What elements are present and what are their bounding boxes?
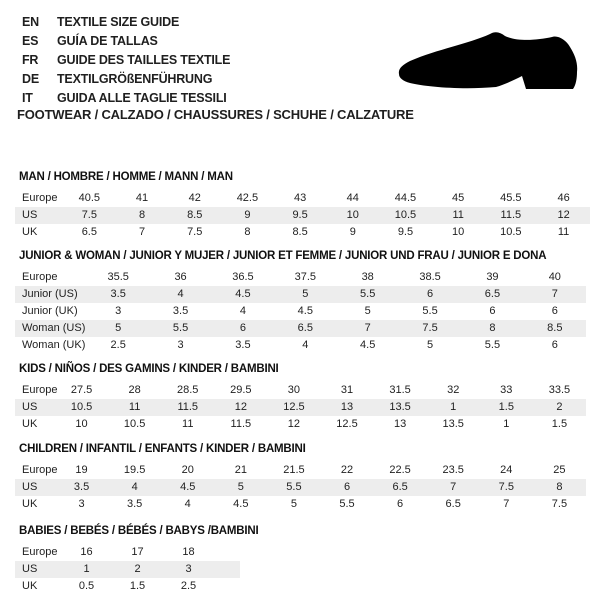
size-value: 6 [427, 288, 434, 300]
size-value: 38 [361, 271, 374, 283]
size-value: 5.5 [339, 498, 355, 510]
size-value: 7.5 [498, 481, 514, 493]
size-value: 4.5 [233, 498, 249, 510]
size-value: 5.5 [422, 305, 438, 317]
size-value: 45.5 [500, 192, 522, 204]
row-label: US [22, 401, 38, 413]
row-label: Woman (US) [22, 322, 86, 334]
size-value: 7 [364, 322, 371, 334]
size-value: 7.5 [187, 226, 203, 238]
size-value: 6 [239, 322, 246, 334]
size-value: 8.5 [187, 209, 203, 221]
language-title: GUÍA DE TALLAS [57, 33, 158, 48]
language-row [22, 88, 230, 107]
language-code: ES [22, 33, 39, 48]
section-title: JUNIOR & WOMAN / JUNIOR Y MUJER / JUNIOR ET FEMME / JUNIOR UND FRAU / JUNIOR E DONA [19, 250, 547, 262]
size-value: 7 [138, 226, 146, 238]
size-value: 12 [234, 401, 247, 413]
size-value: 5.5 [484, 339, 501, 351]
size-row [15, 399, 586, 416]
filler-cell [214, 561, 240, 578]
size-value: 10.5 [500, 226, 522, 238]
size-row [15, 337, 586, 354]
section-children [15, 443, 586, 513]
size-value: 12.5 [283, 401, 305, 413]
size-value: 6.5 [297, 322, 313, 334]
size-value: 7 [450, 481, 457, 493]
size-value: 4.5 [297, 305, 313, 317]
size-value: 5 [115, 322, 122, 334]
row-label: UK [22, 226, 38, 238]
row-label: Junior (US) [22, 288, 78, 300]
size-value: 6.5 [484, 288, 501, 300]
size-value: 38.5 [419, 271, 441, 283]
size-value: 23.5 [442, 464, 464, 476]
row-label: Europe [22, 271, 58, 283]
size-value: 8 [244, 226, 251, 238]
size-table [15, 544, 240, 595]
size-row [15, 224, 590, 241]
size-value: 3.5 [235, 339, 251, 351]
size-row [15, 320, 586, 337]
size-value: 3.5 [110, 288, 126, 300]
size-value: 1.5 [551, 418, 568, 430]
size-row [15, 496, 586, 513]
size-value: 11 [557, 226, 570, 238]
language-title: GUIDE DES TAILLES TEXTILE [57, 52, 231, 67]
filler-cell [214, 544, 240, 561]
size-value: 4 [239, 305, 246, 317]
size-value: 1.5 [129, 580, 146, 592]
size-table [15, 269, 586, 354]
size-value: 45 [452, 192, 465, 204]
language-code: EN [22, 14, 39, 29]
size-value: 6.5 [445, 498, 461, 510]
size-value: 28 [128, 384, 141, 396]
size-value: 27.5 [70, 384, 93, 396]
size-value: 46 [557, 192, 570, 204]
size-value: 43 [293, 192, 307, 204]
size-value: 3 [185, 563, 192, 575]
size-value: 4.5 [360, 339, 376, 351]
size-value: 13.5 [442, 418, 464, 430]
size-value: 25 [553, 464, 566, 476]
size-value: 11 [452, 209, 464, 221]
size-value: 42 [188, 192, 201, 204]
size-value: 31.5 [389, 384, 411, 396]
language-code: DE [22, 71, 39, 86]
size-value: 40 [548, 271, 561, 283]
size-value: 41 [135, 192, 149, 204]
size-value: 42.5 [236, 192, 259, 204]
size-value: 6.5 [81, 226, 97, 238]
size-value: 0.5 [78, 580, 95, 592]
size-value: 1 [450, 401, 457, 413]
size-value: 11.5 [500, 209, 522, 221]
size-header-row [15, 190, 590, 207]
section-title: MAN / HOMBRE / HOMME / MANN / MAN [19, 171, 233, 183]
filler-cell [214, 578, 240, 595]
size-value: 11 [128, 401, 141, 413]
size-value: 6 [397, 498, 404, 510]
section-title: KIDS / NIÑOS / DES GAMINS / KINDER / BAMBINI [19, 363, 279, 375]
size-table [15, 382, 586, 433]
size-header-row [15, 382, 586, 399]
size-value: 30 [287, 384, 301, 396]
size-value: 3 [177, 339, 184, 351]
row-label: US [22, 563, 38, 575]
size-value: 9.5 [397, 226, 414, 238]
size-value: 1.5 [498, 401, 514, 413]
size-header-row [15, 462, 586, 479]
size-value: 4.5 [180, 481, 196, 493]
row-label: UK [22, 418, 38, 430]
section-babies [15, 525, 258, 595]
size-value: 24 [500, 464, 513, 476]
size-value: 33.5 [548, 384, 571, 396]
language-code: FR [22, 52, 39, 67]
size-value: 7.5 [551, 498, 568, 510]
size-value: 44 [346, 192, 359, 204]
size-value: 13 [393, 418, 407, 430]
size-value: 4 [131, 481, 138, 493]
size-value: 18 [182, 546, 195, 558]
size-header-row [15, 269, 586, 286]
size-value: 1 [503, 418, 510, 430]
size-value: 9 [244, 209, 251, 221]
size-value: 3 [115, 305, 122, 317]
row-label: UK [22, 498, 38, 510]
size-value: 8.5 [547, 322, 563, 334]
size-value: 16 [80, 546, 93, 558]
size-value: 6 [551, 305, 558, 317]
size-value: 32 [447, 384, 460, 396]
size-value: 10 [452, 226, 465, 238]
size-row [15, 286, 586, 303]
size-row [15, 561, 240, 578]
row-label: Junior (UK) [22, 305, 78, 317]
size-value: 13 [340, 401, 354, 413]
size-value: 6.5 [392, 481, 408, 493]
size-value: 36.5 [232, 271, 254, 283]
category-title: FOOTWEAR / CALZADO / CHAUSSURES / SCHUHE / CALZATURE [17, 107, 414, 122]
size-value: 8.5 [292, 226, 308, 238]
language-row [22, 31, 230, 50]
row-label: Europe [22, 546, 58, 558]
row-label: Europe [22, 384, 58, 396]
language-title: TEXTILE SIZE GUIDE [57, 14, 180, 29]
size-value: 35.5 [107, 271, 129, 283]
size-value: 10.5 [123, 418, 146, 430]
size-value: 6 [343, 481, 351, 493]
size-row [15, 578, 240, 595]
language-row [22, 50, 230, 69]
size-value: 13.5 [389, 401, 411, 413]
size-value: 7.5 [81, 209, 97, 221]
size-value: 5 [302, 288, 309, 300]
size-value: 10 [75, 418, 88, 430]
size-value: 12 [557, 209, 570, 221]
size-value: 2 [556, 401, 563, 413]
size-value: 9.5 [292, 209, 308, 221]
size-value: 17 [131, 546, 144, 558]
row-label: Europe [22, 192, 58, 204]
size-value: 12.5 [336, 418, 358, 430]
size-value: 4 [184, 498, 191, 510]
size-value: 3 [78, 498, 85, 510]
section-man [15, 171, 590, 241]
size-row [15, 303, 586, 320]
size-value: 37.5 [294, 271, 317, 283]
language-title: GUIDA ALLE TAGLIE TESSILI [57, 90, 227, 105]
size-value: 7 [551, 288, 558, 300]
size-value: 11 [182, 418, 194, 430]
size-value: 19.5 [123, 464, 146, 476]
size-value: 21 [234, 464, 247, 476]
size-value: 7.5 [422, 322, 438, 334]
size-value: 3.5 [126, 498, 143, 510]
size-value: 36 [174, 271, 187, 283]
size-value: 20 [181, 464, 194, 476]
section-title: CHILDREN / INFANTIL / ENFANTS / KINDER / BAMBINI [19, 443, 306, 455]
size-value: 7 [503, 498, 510, 510]
size-header-row [15, 544, 240, 561]
size-value: 11.5 [230, 418, 252, 430]
language-row [22, 69, 230, 88]
size-table [15, 190, 590, 241]
size-value: 9 [349, 226, 356, 238]
section-junior-woman [15, 250, 586, 354]
size-value: 40.5 [78, 192, 101, 204]
size-value: 6 [489, 305, 496, 317]
section-title: BABIES / BEBÉS / BÉBÉS / BABYS /BAMBINI [19, 525, 259, 537]
size-value: 10.5 [70, 401, 93, 413]
size-value: 8 [489, 322, 496, 334]
language-list [22, 12, 230, 107]
language-title: TEXTILGRÖßENFÜHRUNG [57, 71, 213, 86]
size-value: 3.5 [73, 481, 90, 493]
size-value: 5 [290, 498, 297, 510]
size-value: 5.5 [286, 481, 302, 493]
size-value: 22.5 [389, 464, 411, 476]
size-value: 5 [237, 481, 244, 493]
size-row [15, 479, 586, 496]
size-value: 29.5 [230, 384, 252, 396]
size-value: 2.5 [110, 339, 126, 351]
size-value: 8 [138, 209, 146, 221]
size-value: 2 [134, 563, 141, 575]
size-table [15, 462, 586, 513]
size-value: 22 [340, 464, 354, 476]
row-label: Woman (UK) [22, 339, 86, 351]
size-value: 3.5 [172, 305, 189, 317]
row-label: UK [22, 580, 38, 592]
section-kids [15, 363, 586, 433]
size-value: 5.5 [360, 288, 376, 300]
size-value: 5.5 [172, 322, 189, 334]
size-value: 2.5 [180, 580, 197, 592]
size-row [15, 207, 590, 224]
size-value: 33 [500, 384, 513, 396]
size-row [15, 416, 586, 433]
size-value: 4.5 [235, 288, 251, 300]
language-row [22, 12, 230, 31]
language-code: IT [22, 90, 33, 105]
size-value: 4 [302, 339, 309, 351]
size-value: 5 [364, 305, 371, 317]
size-value: 28.5 [177, 384, 199, 396]
size-value: 19 [75, 464, 88, 476]
size-value: 44.5 [394, 192, 417, 204]
size-value: 1 [83, 563, 90, 575]
row-label: US [22, 209, 38, 221]
row-label: US [22, 481, 38, 493]
size-value: 12 [287, 418, 301, 430]
size-value: 8 [556, 481, 563, 493]
size-value: 39 [486, 271, 499, 283]
shoe-silhouette-icon [398, 30, 578, 93]
size-value: 21.5 [283, 464, 305, 476]
size-value: 11.5 [177, 401, 199, 413]
size-value: 10 [346, 209, 359, 221]
size-value: 10.5 [394, 209, 417, 221]
size-value: 5 [427, 339, 434, 351]
row-label: Europe [22, 464, 58, 476]
size-value: 4 [177, 288, 184, 300]
size-value: 6 [551, 339, 558, 351]
size-value: 31 [340, 384, 354, 396]
